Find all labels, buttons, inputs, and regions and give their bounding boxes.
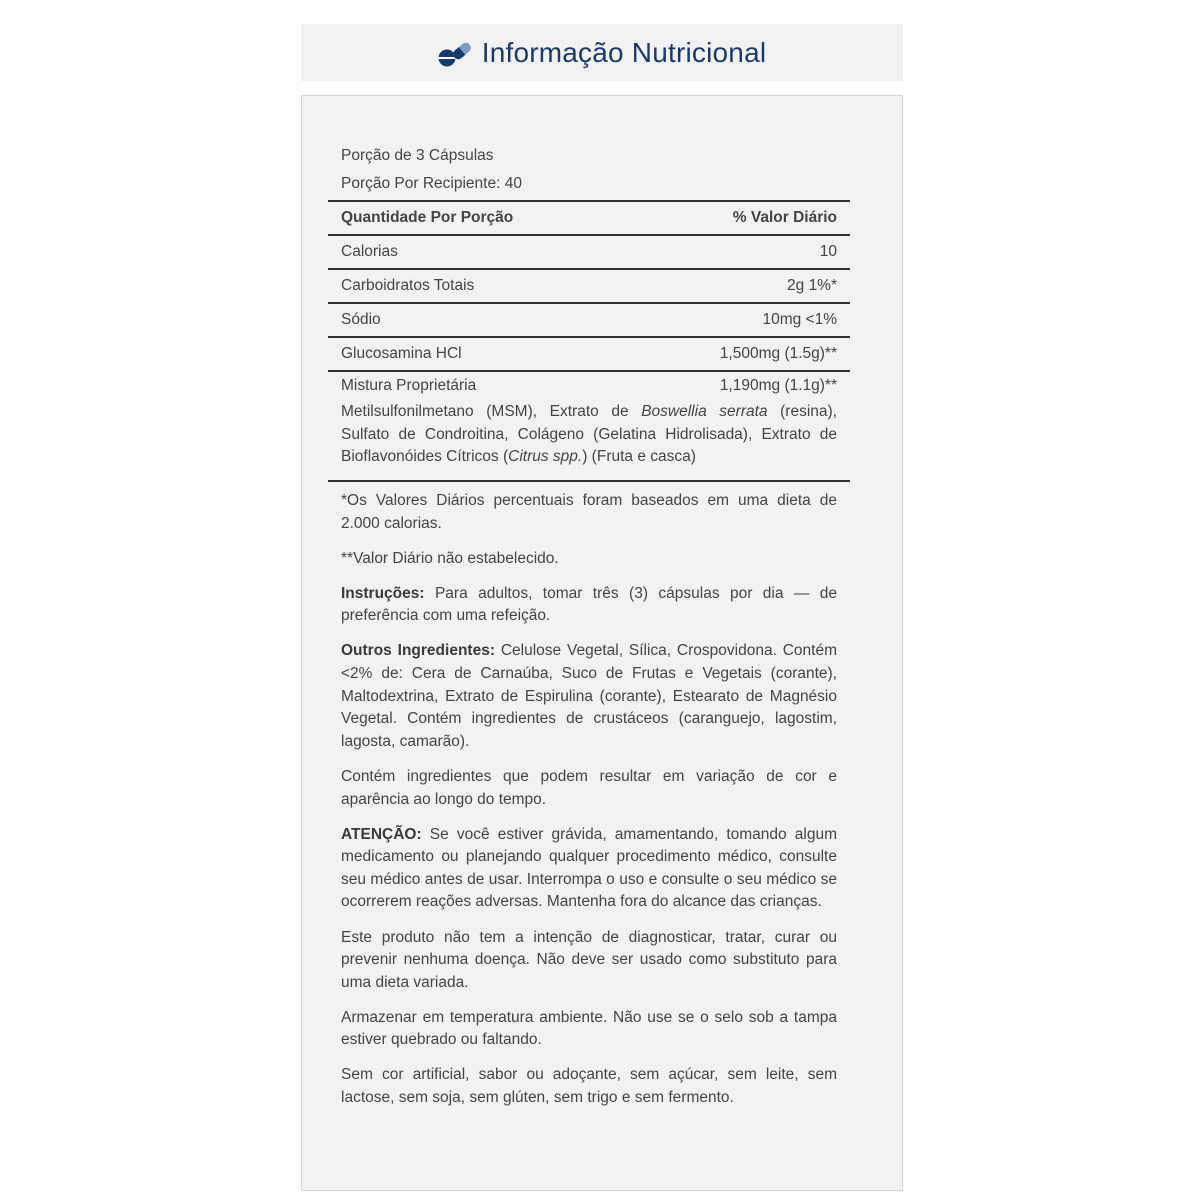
warning-label: ATENÇÃO: [341, 825, 422, 843]
nutrient-name: Carboidratos Totais [341, 277, 475, 294]
table-row [328, 304, 850, 338]
nutrient-name: Calorias [341, 243, 398, 260]
proprietary-blend-row [328, 372, 850, 482]
header-amount-per-serving: Quantidade Por Porção [341, 209, 514, 226]
capsule-logo-icon [438, 39, 474, 69]
nutrient-value: 1,500mg (1.5g)** [719, 345, 837, 362]
instructions-label: Instruções: [341, 584, 425, 602]
daily-values-footnote: *Os Valores Diários percentuais foram baseados em uma dieta de 2.000 calorias. [341, 492, 837, 532]
blend-value: 1,190mg (1.1g)** [719, 377, 837, 394]
nutrition-table [328, 200, 850, 482]
not-established-footnote: **Valor Diário não estabelecido. [341, 549, 559, 567]
color-variation-paragraph: Contém ingredientes que podem resultar em variação de cor e aparência ao longo do tempo. [341, 767, 837, 808]
table-row [328, 338, 850, 372]
header-bar [301, 24, 903, 81]
nutrient-name: Sódio [341, 311, 381, 328]
serving-info [341, 142, 522, 198]
label-notes [341, 490, 837, 1122]
free-from-paragraph: Sem cor artificial, sabor ou adoçante, sem açúcar, sem leite, sem lactose, sem soja, sem glúten, sem trigo e sem fermento. [341, 1066, 837, 1107]
disclaimer-paragraph: Este produto não tem a intenção de diagnosticar, tratar, curar ou prevenir nenhuma doença. Não deve ser usado como substituto para uma dieta variada. [341, 928, 837, 991]
storage-paragraph: Armazenar em temperatura ambiente. Não use se o selo sob a tampa estiver quebrado ou faltando. [341, 1008, 837, 1049]
nutrient-value: 10mg <1% [762, 311, 837, 328]
header-daily-value: % Valor Diário [732, 209, 837, 226]
blend-name: Mistura Proprietária [341, 377, 477, 394]
nutrition-panel [301, 95, 903, 1191]
table-row [328, 236, 850, 270]
page-title: Informação Nutricional [481, 36, 767, 68]
other-ingredients-label: Outros Ingredientes: [341, 642, 495, 660]
warning-paragraph: ATENÇÃO: Se você estiver grávida, amamentando, tomando algum medicamento ou planejando qualquer procedimento médico, consulte seu médico antes de usar. Interrompa o uso e consulte o seu médico se ocorrerem reações adversas. Mantenha fora do alcance das crianças. [341, 825, 837, 911]
other-ingredients-paragraph: Outros Ingredientes: Celulose Vegetal, Sílica, Crospovidona. Contém <2% de: Cera de Carnaúba, Suco de Frutas e Vegetais (corante), Maltodextrina, Extrato de Espirulina (corante), Estearato de Magnésio Vegetal. Contém ingredientes de crustáceos (caranguejo, lagostim, lagosta, camarão). [341, 642, 838, 750]
nutrient-name: Glucosamina HCl [341, 345, 462, 362]
table-row [328, 270, 850, 304]
nutrient-value: 2g 1%* [787, 277, 837, 294]
instructions-paragraph: Instruções: Para adultos, tomar três (3) cápsulas por dia — de preferência com uma refeição. [341, 584, 837, 625]
servings-per-container: Porção Por Recipiente: 40 [341, 175, 522, 192]
nutrient-value: 10 [819, 243, 837, 260]
table-header-row [328, 202, 850, 236]
blend-ingredients: Metilsulfonilmetano (MSM), Extrato de Boswellia serrata (resina), Sulfato de Condroitina, Colágeno (Gelatina Hidrolisada), Extrato de Bioflavonóides Cítricos (Citrus spp.) (Fruta e casca) [341, 403, 837, 465]
serving-size: Porção de 3 Cápsulas [341, 147, 494, 164]
